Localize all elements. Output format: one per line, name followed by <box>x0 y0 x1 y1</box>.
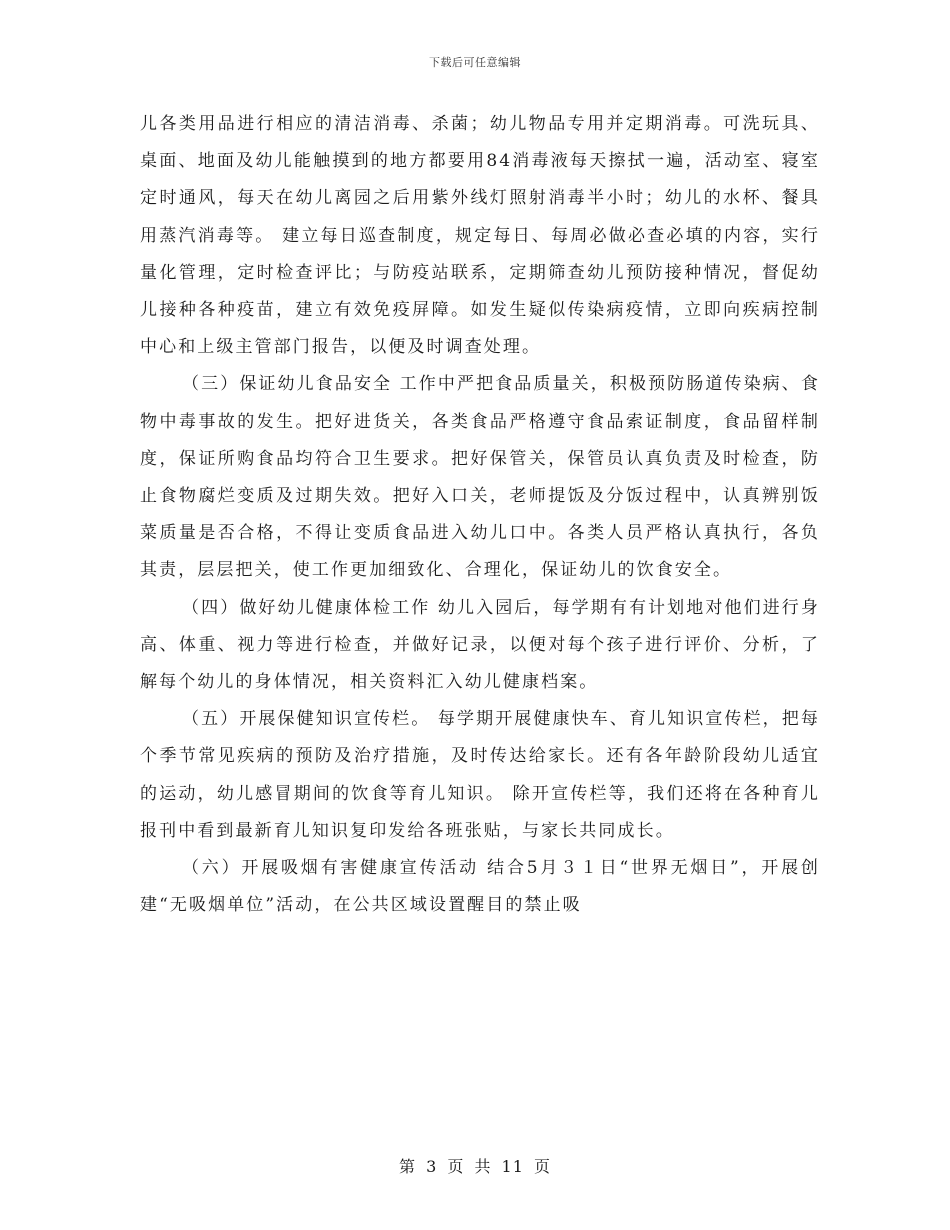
paragraph-hygiene-continued: 儿各类用品进行相应的清洁消毒、杀菌；幼儿物品专用并定期消毒。可洗玩具、桌面、地面及幼儿能触摸到的地方都要用84消毒液每天擦拭一遍，活动室、寝室定时通风，每天在幼儿离园之后用紫外线灯照射消毒半小时；幼儿的水杯、餐具用蒸汽消毒等。 建立每日巡查制度，规定每日、每周必做必查必填的内容，实行量化管理，定时检查评比；与防疫站联系，定期筛查幼儿预防接种情况，督促幼儿接种各种疫苗，建立有效免疫屏障。如发生疑似传染病疫情，立即向疾病控制中心和上级主管部门报告，以便及时调查处理。 <box>140 114 820 358</box>
page-number: 第 3 页 共 11 页 <box>399 1157 551 1176</box>
paragraph-health-knowledge-board: （五）开展保健知识宣传栏。 每学期开展健康快车、育儿知识宣传栏，把每个季节常见疾病的预防及治疗措施，及时传达给家长。还有各年龄阶段幼儿适宜的运动，幼儿感冒期间的饮食等育儿知识。 除开宣传栏等，我们还将在各种育儿报刊中看到最新育儿知识复印发给各班张贴，与家长共同成长。 <box>140 709 820 841</box>
paragraph-food-safety: （三）保证幼儿食品安全 工作中严把食品质量关，积极预防肠道传染病、食物中毒事故的发生。把好进货关，各类食品严格遵守食品索证制度，食品留样制度，保证所购食品均符合卫生要求。把好保管关，保管员认真负责及时检查，防止食物腐烂变质及过期失效。把好入口关，老师提饭及分饭过程中，认真辨别饭菜质量是否合格，不得让变质食品进入幼儿口中。各类人员严格认真执行，各负其责，层层把关，使工作更加细致化、合理化，保证幼儿的饮食安全。 <box>140 374 820 581</box>
paragraph-anti-smoking: （六）开展吸烟有害健康宣传活动 结合5月３１日“世界无烟日”，开展创建“无吸烟单位”活动，在公共区域设置醒目的禁止吸 <box>140 858 820 916</box>
document-body <box>140 106 820 924</box>
paragraph-health-checkup: （四）做好幼儿健康体检工作 幼儿入园后，每学期有有计划地对他们进行身高、体重、视力等进行检查，并做好记录，以便对每个孩子进行评价、分析，了解每个幼儿的身体情况，相关资料汇入幼儿健康档案。 <box>140 597 820 693</box>
page-header-note: 下载后可任意编辑 <box>429 56 521 69</box>
